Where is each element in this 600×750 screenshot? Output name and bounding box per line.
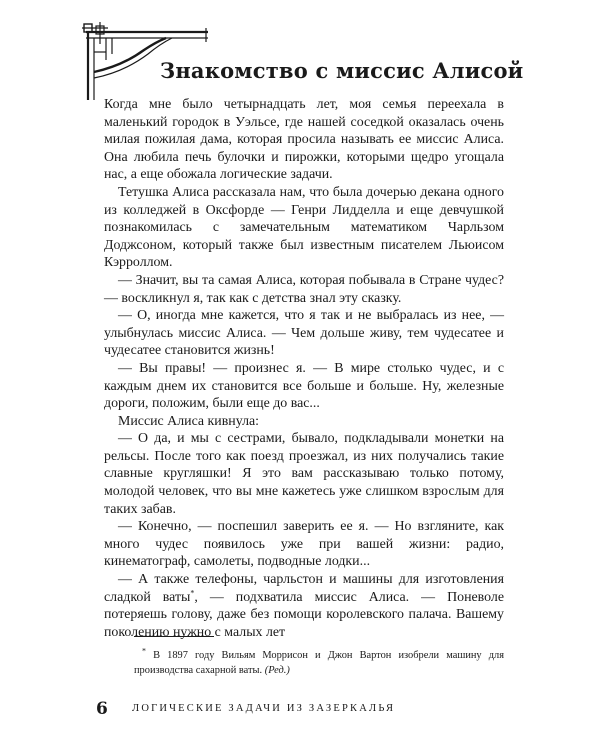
footnote-divider	[134, 636, 214, 637]
running-title: ЛОГИЧЕСКИЕ ЗАДАЧИ ИЗ ЗАЗЕРКАЛЬЯ	[132, 703, 396, 714]
page-number: 6	[96, 699, 108, 719]
paragraph: — О да, и мы с сестрами, бывало, подкладывали монетки на рельсы. После того как поезд проезжал, из них получались такие славные кругляшки! Я это вам рассказываю только потому, молодой человек, что вы мне кажетесь уже слишком взрослым для таких забав.	[104, 431, 504, 517]
footnote-editor-note: (Ред.)	[264, 664, 290, 676]
paragraph: — Значит, вы та самая Алиса, которая побывала в Стране чудес? — воскликнул я, так как с детства знал эту сказку.	[104, 272, 504, 306]
paragraph: Когда мне было четырнадцать лет, моя семья переехала в маленький городок в Уэльсе, где нашей соседкой оказалась очень милая пожилая дама, которая просила называть ее миссис Алиса. Она любила печь булочки и пирожки, которыми щедро угощала нас, а еще обожала логические задачи.	[104, 97, 504, 183]
footnote-mark: *	[142, 646, 146, 656]
paragraph: Миссис Алиса кивнула:	[118, 413, 260, 429]
paragraph: — О, иногда мне кажется, что я так и не выбралась из нее, — улыбнулась миссис Алиса. — Чем дольше живу, тем чудесатее и чудесатее становится жизнь!	[104, 308, 504, 359]
body-text	[104, 96, 504, 641]
paragraph: — Вы правы! — произнес я. — В мире столько чудес, и с каждым днем их становится все больше и больше. Ну, железные дороги, положим, были еще до вас...	[104, 360, 504, 412]
footnote-text: В 1897 году Вильям Моррисон и Джон Вартон изобрели машину для производства сахарной ваты.	[134, 650, 504, 676]
chapter-title: Знакомство с миссис Алисой	[160, 58, 524, 83]
paragraph-with-footnote	[104, 571, 504, 641]
footnote-mark[interactable]: *	[190, 588, 195, 597]
paragraph-text: — А также телефоны, чарльстон и машины для изготовления сладкой ваты	[104, 572, 504, 605]
footnote	[134, 646, 504, 678]
paragraph: Тетушка Алиса рассказала нам, что была дочерью декана одного из колледжей в Оксфорде — Генри Лидделла и еще девчушкой познакомилась с замечательным математиком Чарльзом Доджсоном, который также был известным писателем Льюисом Кэрроллом.	[104, 184, 504, 271]
paragraph-text: , — подхватила миссис Алиса. — Поневоле потеряешь голову, даже без помощи королевского палача. Вашему поколению нужно с малых лет	[104, 589, 504, 640]
paragraph: — Конечно, — поспешил заверить ее я. — Но взгляните, как много чудес появилось уже при вашей жизни: радио, кинематограф, самолеты, подводные лодки...	[104, 519, 504, 570]
